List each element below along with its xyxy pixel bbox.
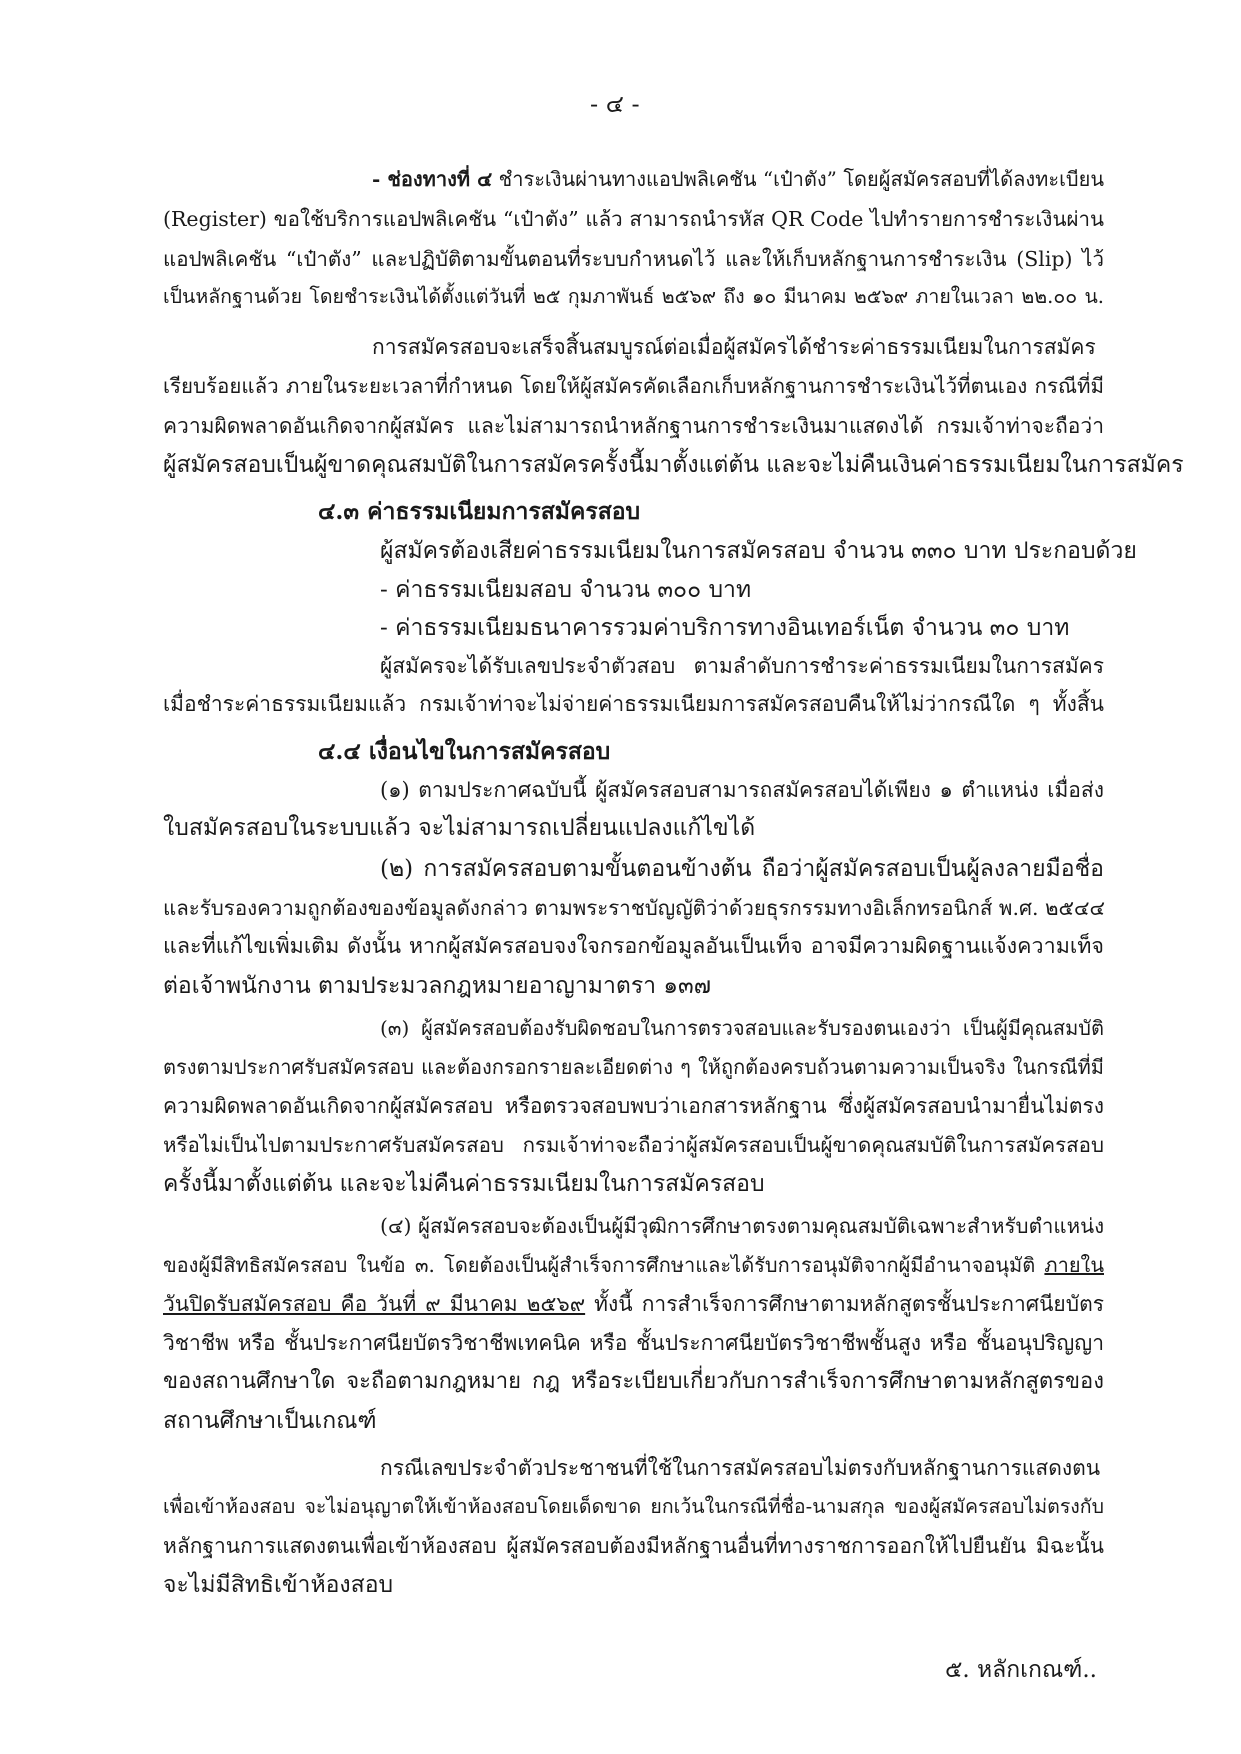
section1-line3: แอปพลิเคชัน “เป๋าตัง” และปฏิบัติตามขั้นตอนที่ระบบกำหนดไว้ และให้เก็บหลักฐานการชำระเงิน (Slip) ไว้ bbox=[163, 247, 1104, 271]
cond3-line5: ครั้งนี้มาตั้งแต่ต้น และจะไม่คืนค่าธรรมเนียมในการสมัครสอบ bbox=[163, 1171, 765, 1197]
fees-line5: เมื่อชำระค่าธรรมเนียมแล้ว กรมเจ้าท่าจะไม่จ่ายค่าธรรมเนียมการสมัครสอบคืนให้ไม่ว่ากรณีใด ๆ ทั้งสิ้น bbox=[163, 692, 1104, 716]
section1-lead: - ช่องทางที่ ๔ bbox=[372, 167, 493, 191]
fees-line4: ผู้สมัครจะได้รับเลขประจำตัวสอบ ตามลำดับการชำระค่าธรรมเนียมในการสมัคร bbox=[380, 654, 1104, 678]
section1-line1-text: ชำระเงินผ่านทางแอปพลิเคชัน “เป๋าตัง” โดยผู้สมัครสอบที่ได้ลงทะเบียน bbox=[492, 167, 1105, 191]
heading-4-3: ๔.๓ ค่าธรรมเนียมการสมัครสอบ bbox=[318, 498, 641, 525]
cond4-line5: ของสถานศึกษาใด จะถือตามกฎหมาย กฎ หรือระเบียบเกี่ยวกับการสำเร็จการศึกษาตามหลักสูตรของ bbox=[163, 1369, 1104, 1394]
para2-line4: ผู้สมัครสอบเป็นผู้ขาดคุณสมบัติในการสมัครครั้งนี้มาตั้งแต่ต้น และจะไม่คืนเงินค่าธรรมเนียมในการสมัคร bbox=[163, 452, 1184, 478]
idcase-line4: จะไม่มีสิทธิเข้าห้องสอบ bbox=[163, 1572, 394, 1598]
idcase-line1: กรณีเลขประจำตัวประชาชนที่ใช้ในการสมัครสอบไม่ตรงกับหลักฐานการแสดงตน bbox=[380, 1456, 1101, 1480]
fees-line3: - ค่าธรรมเนียมธนาคารรวมค่าบริการทางอินเทอร์เน็ต จำนวน ๓๐ บาท bbox=[380, 615, 1070, 641]
heading-4-4: ๔.๔ เงื่อนไขในการสมัครสอบ bbox=[318, 738, 611, 765]
para2-line2: เรียบร้อยแล้ว ภายในระยะเวลาที่กำหนด โดยให้ผู้สมัครคัดเลือกเก็บหลักฐานการชำระเงินไว้ที่ตนเอง กรณีที่มี bbox=[163, 374, 1104, 398]
cond3-line4: หรือไม่เป็นไปตามประกาศรับสมัครสอบ กรมเจ้าท่าจะถือว่าผู้สมัครสอบเป็นผู้ขาดคุณสมบัติในการสมัครสอบ bbox=[163, 1133, 1104, 1157]
idcase-line3: หลักฐานการแสดงตนเพื่อเข้าห้องสอบ ผู้สมัครสอบต้องมีหลักฐานอื่นที่ทางราชการออกให้ไปยืนยัน มิฉะนั้น bbox=[163, 1534, 1104, 1558]
footer-next-section: ๕. หลักเกณฑ์.. bbox=[944, 1657, 1097, 1683]
cond2-line3: และที่แก้ไขเพิ่มเติม ดังนั้น หากผู้สมัครสอบจงใจกรอกข้อมูลอันเป็นเท็จ อาจมีความผิดฐานแจ้งความเท็จ bbox=[163, 934, 1104, 959]
para2-line3: ความผิดพลาดอันเกิดจากผู้สมัคร และไม่สามารถนำหลักฐานการชำระเงินมาแสดงได้ กรมเจ้าท่าจะถือว่า bbox=[163, 414, 1104, 438]
cond4-line4: วิชาชีพ หรือ ชั้นประกาศนียบัตรวิชาชีพเทคนิค หรือ ชั้นประกาศนียบัตรวิชาชีพชั้นสูง หรือ ชั้นอนุปริญญา bbox=[163, 1331, 1104, 1355]
cond4-deadline-start: ภายใน bbox=[1044, 1253, 1104, 1277]
cond2-line2: และรับรองความถูกต้องของข้อมูลดังกล่าว ตามพระราชบัญญัติว่าด้วยธุรกรรมทางอิเล็กทรอนิกส์ พ.ศ. ๒๕๔๔ bbox=[163, 896, 1106, 920]
cond4-line6: สถานศึกษาเป็นเกณฑ์ bbox=[163, 1408, 377, 1434]
cond4-line2-text: ของผู้มีสิทธิสมัครสอบ ในข้อ ๓. โดยต้องเป็นผู้สำเร็จการศึกษาและได้รับการอนุมัติจากผู้มีอำนาจอนุมัติ bbox=[163, 1253, 1045, 1277]
cond3-line3: ความผิดพลาดอันเกิดจากผู้สมัครสอบ หรือตรวจสอบพบว่าเอกสารหลักฐาน ซึ่งผู้สมัครสอบนำมายื่นไม่ตรง bbox=[163, 1094, 1104, 1118]
idcase-line2: เพื่อเข้าห้องสอบ จะไม่อนุญาตให้เข้าห้องสอบโดยเด็ดขาด ยกเว้นในกรณีที่ชื่อ-นามสกุล ของผู้สมัครสอบไม่ตรงกับ bbox=[163, 1495, 1104, 1518]
cond4-line3 bbox=[163, 1288, 1104, 1320]
section1-line1 bbox=[372, 163, 1104, 195]
section1-line2: (Register) ขอใช้บริการแอปพลิเคชัน “เป๋าตัง” แล้ว สามารถนำรหัส QR Code ไปทำรายการชำระเงินผ่าน bbox=[163, 207, 1104, 231]
cond4-line3-text: ทั้งนี้ การสำเร็จการศึกษาตามหลักสูตรชั้นประกาศนียบัตร bbox=[585, 1292, 1104, 1316]
fees-line1: ผู้สมัครต้องเสียค่าธรรมเนียมในการสมัครสอบ จำนวน ๓๓๐ บาท ประกอบด้วย bbox=[380, 538, 1137, 564]
para2-line1: การสมัครสอบจะเสร็จสิ้นสมบูรณ์ต่อเมื่อผู้สมัครได้ชำระค่าธรรมเนียมในการสมัคร bbox=[372, 335, 1096, 359]
cond4-deadline-date: วันปิดรับสมัครสอบ คือ วันที่ ๙ มีนาคม ๒๕๖๙ bbox=[163, 1292, 586, 1316]
cond4-line1: (๔) ผู้สมัครสอบจะต้องเป็นผู้มีวุฒิการศึกษาตรงตามคุณสมบัติเฉพาะสำหรับตำแหน่ง bbox=[380, 1214, 1105, 1238]
fees-line2: - ค่าธรรมเนียมสอบ จำนวน ๓๐๐ บาท bbox=[380, 577, 752, 603]
section1-line4: เป็นหลักฐานด้วย โดยชำระเงินได้ตั้งแต่วันที่ ๒๕ กุมภาพันธ์ ๒๕๖๙ ถึง ๑๐ มีนาคม ๒๕๖๙ ภายในเวลา ๒๒.๐๐ น. bbox=[163, 285, 1104, 308]
cond3-line1: (๓) ผู้สมัครสอบต้องรับผิดชอบในการตรวจสอบและรับรองตนเองว่า เป็นผู้มีคุณสมบัติ bbox=[380, 1016, 1104, 1040]
cond1-line2: ใบสมัครสอบในระบบแล้ว จะไม่สามารถเปลี่ยนแปลงแก้ไขได้ bbox=[163, 815, 756, 841]
cond2-line4: ต่อเจ้าพนักงาน ตามประมวลกฎหมายอาญามาตรา ๑๓๗ bbox=[163, 973, 712, 999]
cond4-line2 bbox=[163, 1249, 1104, 1281]
cond3-line2: ตรงตามประกาศรับสมัครสอบ และต้องกรอกรายละเอียดต่าง ๆ ให้ถูกต้องครบถ้วนตามความเป็นจริง ในกรณีที่มี bbox=[163, 1055, 1104, 1079]
page-number: - ๔ - bbox=[590, 90, 640, 118]
cond2-line1: (๒) การสมัครสอบตามขั้นตอนข้างต้น ถือว่าผู้สมัครสอบเป็นผู้ลงลายมือชื่อ bbox=[380, 856, 1104, 882]
cond1-line1: (๑) ตามประกาศฉบับนี้ ผู้สมัครสอบสามารถสมัครสอบได้เพียง ๑ ตำแหน่ง เมื่อส่ง bbox=[380, 778, 1104, 802]
